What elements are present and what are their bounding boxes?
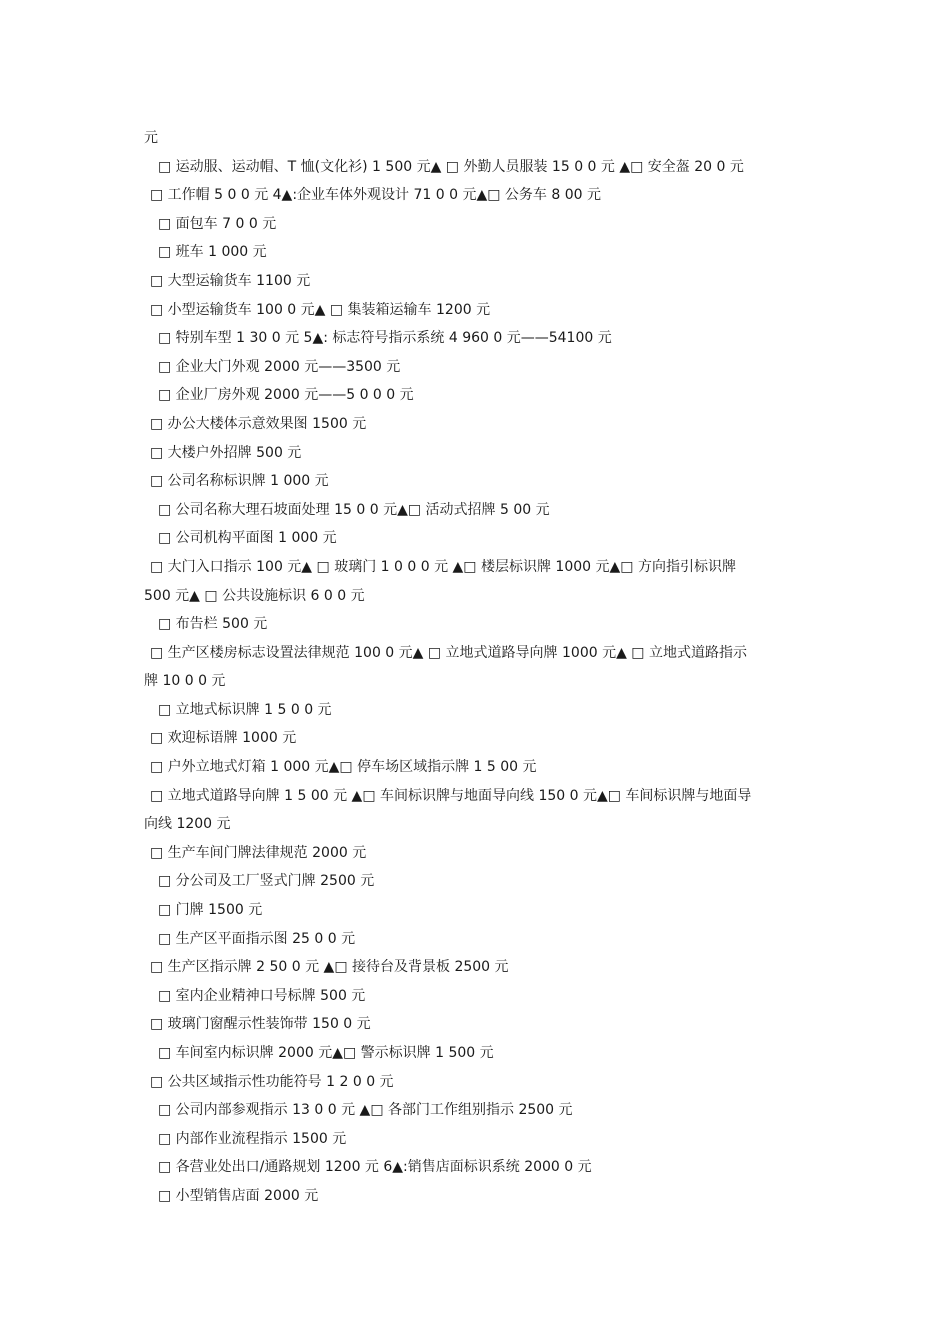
text-line: □ 室内企业精神口号标牌 500 元 xyxy=(158,987,366,1004)
text-line: □ 大楼户外招牌 500 元 xyxy=(150,444,302,461)
text-line: □ 生产区平面指示图 25 0 0 元 xyxy=(158,930,356,947)
text-line: □ 立地式标识牌 1 5 0 0 元 xyxy=(158,701,332,718)
text-line: 500 元▲ □ 公共设施标识 6 0 0 元 xyxy=(144,587,365,604)
text-line: □ 企业大门外观 2000 元——3500 元 xyxy=(158,358,401,375)
text-line: □ 公司机构平面图 1 000 元 xyxy=(158,530,337,547)
text-line: 牌 10 0 0 元 xyxy=(144,673,226,690)
text-line: □ 各营业处出口/通路规划 1200 元 6▲:销售店面标识系统 2000 0 元 xyxy=(158,1159,592,1176)
text-line: □ 生产车间门牌法律规范 2000 元 xyxy=(150,844,367,861)
text-line: □ 面包车 7 0 0 元 xyxy=(158,215,277,232)
text-line: □ 玻璃门窗醒示性装饰带 150 0 元 xyxy=(150,1016,371,1033)
text-line: □ 户外立地式灯箱 1 000 元▲□ 停车场区域指示牌 1 5 00 元 xyxy=(150,759,537,776)
text-line: 元 xyxy=(144,130,158,146)
text-line: □ 特别车型 1 30 0 元 5▲: 标志符号指示系统 4 960 0 元——54100 元 xyxy=(158,330,612,347)
text-line: □ 大门入口指示 100 元▲ □ 玻璃门 1 0 0 0 元 ▲□ 楼层标识牌 1000 元▲□ 方向指引标识牌 xyxy=(150,558,736,575)
text-line: □ 车间室内标识牌 2000 元▲□ 警示标识牌 1 500 元 xyxy=(158,1045,494,1061)
text-line: □ 生产区指示牌 2 50 0 元 ▲□ 接待台及背景板 2500 元 xyxy=(150,959,509,976)
text-line: □ 内部作业流程指示 1500 元 xyxy=(158,1130,347,1147)
text-line: □ 小型销售店面 2000 元 xyxy=(158,1187,319,1204)
text-line: □ 大型运输货车 1100 元 xyxy=(150,272,311,289)
text-line: □ 公司内部参观指示 13 0 0 元 ▲□ 各部门工作组别指示 2500 元 xyxy=(158,1102,573,1119)
text-line: □ 公共区域指示性功能符号 1 2 0 0 元 xyxy=(150,1073,394,1090)
text-line: □ 班车 1 000 元 xyxy=(158,244,267,261)
text-line: □ 运动服、运动帽、T 恤(文化衫) 1 500 元▲ □ 外勤人员服装 15 0 0 元 ▲□ 安全盔 20 0 元 xyxy=(158,158,744,175)
text-line: □ 小型运输货车 100 0 元▲ □ 集装箱运输车 1200 元 xyxy=(150,301,491,318)
text-line: □ 公司名称标识牌 1 000 元 xyxy=(150,473,329,490)
text-line: □ 布告栏 500 元 xyxy=(158,616,268,633)
text-line: □ 企业厂房外观 2000 元——5 0 0 0 元 xyxy=(158,387,414,404)
text-line: □ 办公大楼体示意效果图 1500 元 xyxy=(150,415,367,432)
text-line: □ 分公司及工厂竖式门牌 2500 元 xyxy=(158,873,375,890)
price-list xyxy=(144,124,814,1211)
text-line: □ 生产区楼房标志设置法律规范 100 0 元▲ □ 立地式道路导向牌 1000 元▲ □ 立地式道路指示 xyxy=(150,644,747,661)
text-line: □ 工作帽 5 0 0 元 4▲:企业车体外观设计 71 0 0 元▲□ 公务车 8 00 元 xyxy=(150,187,601,204)
text-line: □ 公司名称大理石坡面处理 15 0 0 元▲□ 活动式招牌 5 00 元 xyxy=(158,501,550,518)
text-line: □ 门牌 1500 元 xyxy=(158,902,263,919)
text-line: □ 立地式道路导向牌 1 5 00 元 ▲□ 车间标识牌与地面导向线 150 0 元▲□ 车间标识牌与地面导 xyxy=(150,787,752,804)
text-line: 向线 1200 元 xyxy=(144,816,231,833)
text-line: □ 欢迎标语牌 1000 元 xyxy=(150,730,297,747)
